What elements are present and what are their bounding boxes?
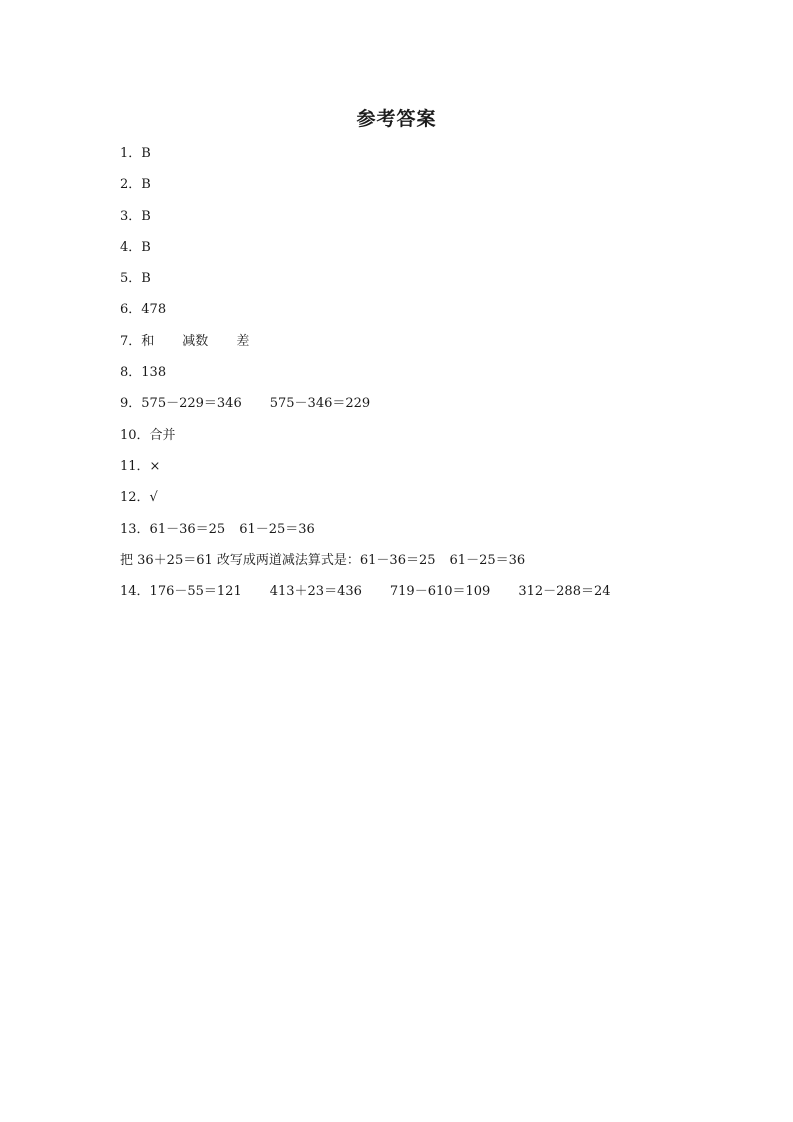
answer-number: 5． <box>120 271 142 287</box>
answer-number: 4． <box>120 239 142 255</box>
answer-text: 413＋23＝436 <box>269 584 362 600</box>
answer-text: 719－610＝109 <box>389 584 491 600</box>
answer-text: 312－288＝24 <box>518 584 611 600</box>
answer-5 <box>120 269 740 300</box>
answer-text: 61－36＝25 <box>149 521 226 537</box>
answer-text: B <box>141 208 151 224</box>
answer-7 <box>120 332 740 363</box>
answer-9 <box>120 394 740 425</box>
answer-text: B <box>141 177 151 193</box>
answer-text: × <box>149 458 161 474</box>
answer-1 <box>120 144 740 175</box>
answer-text: B <box>141 239 151 255</box>
answer-text: 61－25＝36 <box>239 521 315 537</box>
answer-10 <box>120 426 740 457</box>
answer-4 <box>120 238 740 269</box>
answer-text: 575－346＝229 <box>269 396 371 412</box>
explanation-text: 61－25＝36 <box>449 552 526 568</box>
answer-number: 2． <box>120 177 142 193</box>
answer-text: 575－229＝346 <box>141 396 242 412</box>
answer-text: B <box>141 271 151 287</box>
answer-number: 6． <box>120 302 142 318</box>
answer-number: 13． <box>120 521 150 537</box>
answer-text: √ <box>149 490 158 506</box>
answer-11 <box>120 457 740 488</box>
answer-13 <box>120 520 740 551</box>
answer-number: 10． <box>120 427 150 443</box>
page-title: 参考答案 <box>356 108 437 130</box>
answer-number: 8． <box>120 365 142 381</box>
answer-number: 9． <box>120 396 142 412</box>
answer-number: 11． <box>120 458 150 474</box>
answer-text: 差 <box>236 333 250 349</box>
answer-text: 和 <box>141 333 155 349</box>
answer-text: 176－55＝121 <box>149 584 242 600</box>
explanation-text: 把 36＋25＝61 改写成两道减法算式是：61－36＝25 <box>120 552 436 568</box>
answer-number: 7． <box>120 333 142 349</box>
answer-list <box>120 144 740 613</box>
answer-number: 14． <box>120 584 150 600</box>
answer-text: 减数 <box>182 333 209 349</box>
answer-number: 12． <box>120 490 150 506</box>
answer-text: B <box>141 146 151 161</box>
answer-text: 合并 <box>149 427 176 443</box>
answer-3 <box>120 207 740 238</box>
answer-6 <box>120 300 740 331</box>
answer-2 <box>120 175 740 206</box>
answer-14 <box>120 582 740 613</box>
answer-number: 3． <box>120 208 142 224</box>
answer-text: 478 <box>141 302 167 318</box>
answer-8 <box>120 363 740 394</box>
answer-12 <box>120 488 740 519</box>
answer-13-explanation <box>120 551 740 582</box>
answer-number: 1． <box>120 146 142 161</box>
answer-text: 138 <box>141 365 167 381</box>
